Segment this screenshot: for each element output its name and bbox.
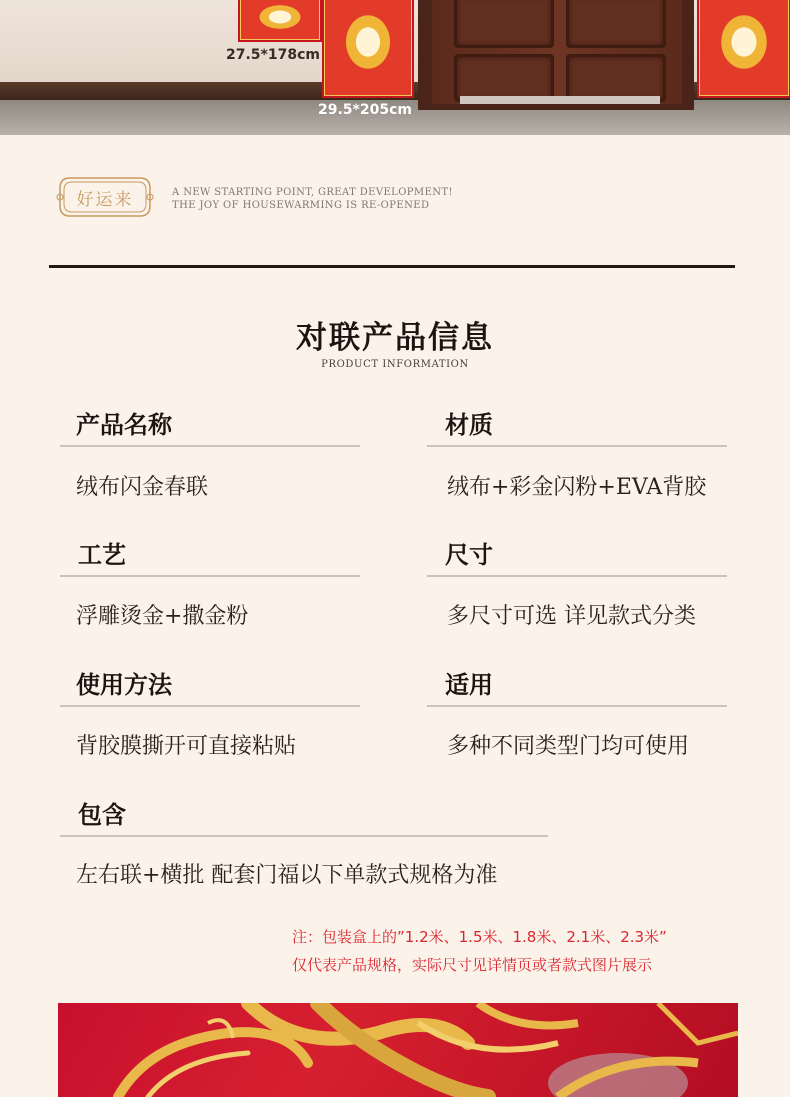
- spec-value-craft: 浮雕烫金+撒金粉: [76, 604, 249, 629]
- spec-label-applicable: 适用: [445, 671, 493, 699]
- spec-value-includes: 左右联+横批 配套门福以下单款式规格为准: [76, 863, 498, 888]
- section-divider: [49, 265, 735, 268]
- spec-value-material: 绒布+彩金闪粉+EVA背胶: [447, 475, 707, 500]
- section-subtitle: PRODUCT INFORMATION: [321, 359, 469, 370]
- bottom-product-closeup: [58, 1003, 738, 1097]
- spec-value-usage: 背胶膜撕开可直接粘贴: [76, 734, 297, 759]
- note-line-2: 仅代表产品规格，实际尺寸见详情页或者款式图片展示: [292, 956, 653, 974]
- spec-divider: [60, 835, 548, 837]
- door-threshold: [460, 96, 660, 104]
- couplet-large: [322, 0, 414, 98]
- spec-divider: [60, 575, 360, 577]
- slogan: [172, 186, 453, 212]
- spec-label-product-name: 产品名称: [76, 411, 172, 439]
- spec-label-material: 材质: [445, 411, 493, 439]
- spec-divider: [427, 705, 727, 707]
- logo-text: 好运来: [76, 189, 134, 210]
- spec-value-applicable: 多种不同类型门均可使用: [447, 734, 690, 759]
- spec-divider: [60, 445, 360, 447]
- spec-label-includes: 包含: [78, 801, 126, 829]
- spec-value-product-name: 绒布闪金春联: [76, 475, 209, 500]
- couplet-right: [697, 0, 790, 98]
- couplet-small: [238, 0, 322, 42]
- door: [432, 0, 682, 104]
- spec-divider: [427, 445, 727, 447]
- gold-pattern-icon: [58, 1003, 738, 1097]
- slogan-line-1: A NEW STARTING POINT, GREAT DEVELOPMENT!: [172, 187, 453, 198]
- top-product-photo: [0, 0, 790, 135]
- spec-value-size: 多尺寸可选 详见款式分类: [447, 604, 696, 629]
- slogan-line-2: THE JOY OF HOUSEWARMING IS RE-OPENED: [172, 200, 430, 211]
- spec-divider: [60, 705, 360, 707]
- section-title: 对联产品信息: [296, 320, 494, 356]
- spec-label-usage: 使用方法: [76, 671, 172, 699]
- spec-label-size: 尺寸: [445, 541, 493, 569]
- size-label-large: 29.5*205cm: [318, 102, 412, 118]
- note-line-1: 注：包装盒上的”1.2米、1.5米、1.8米、2.1米、2.3米”: [292, 928, 667, 946]
- spec-label-craft: 工艺: [78, 541, 126, 569]
- spec-divider: [427, 575, 727, 577]
- size-label-small: 27.5*178cm: [226, 47, 320, 63]
